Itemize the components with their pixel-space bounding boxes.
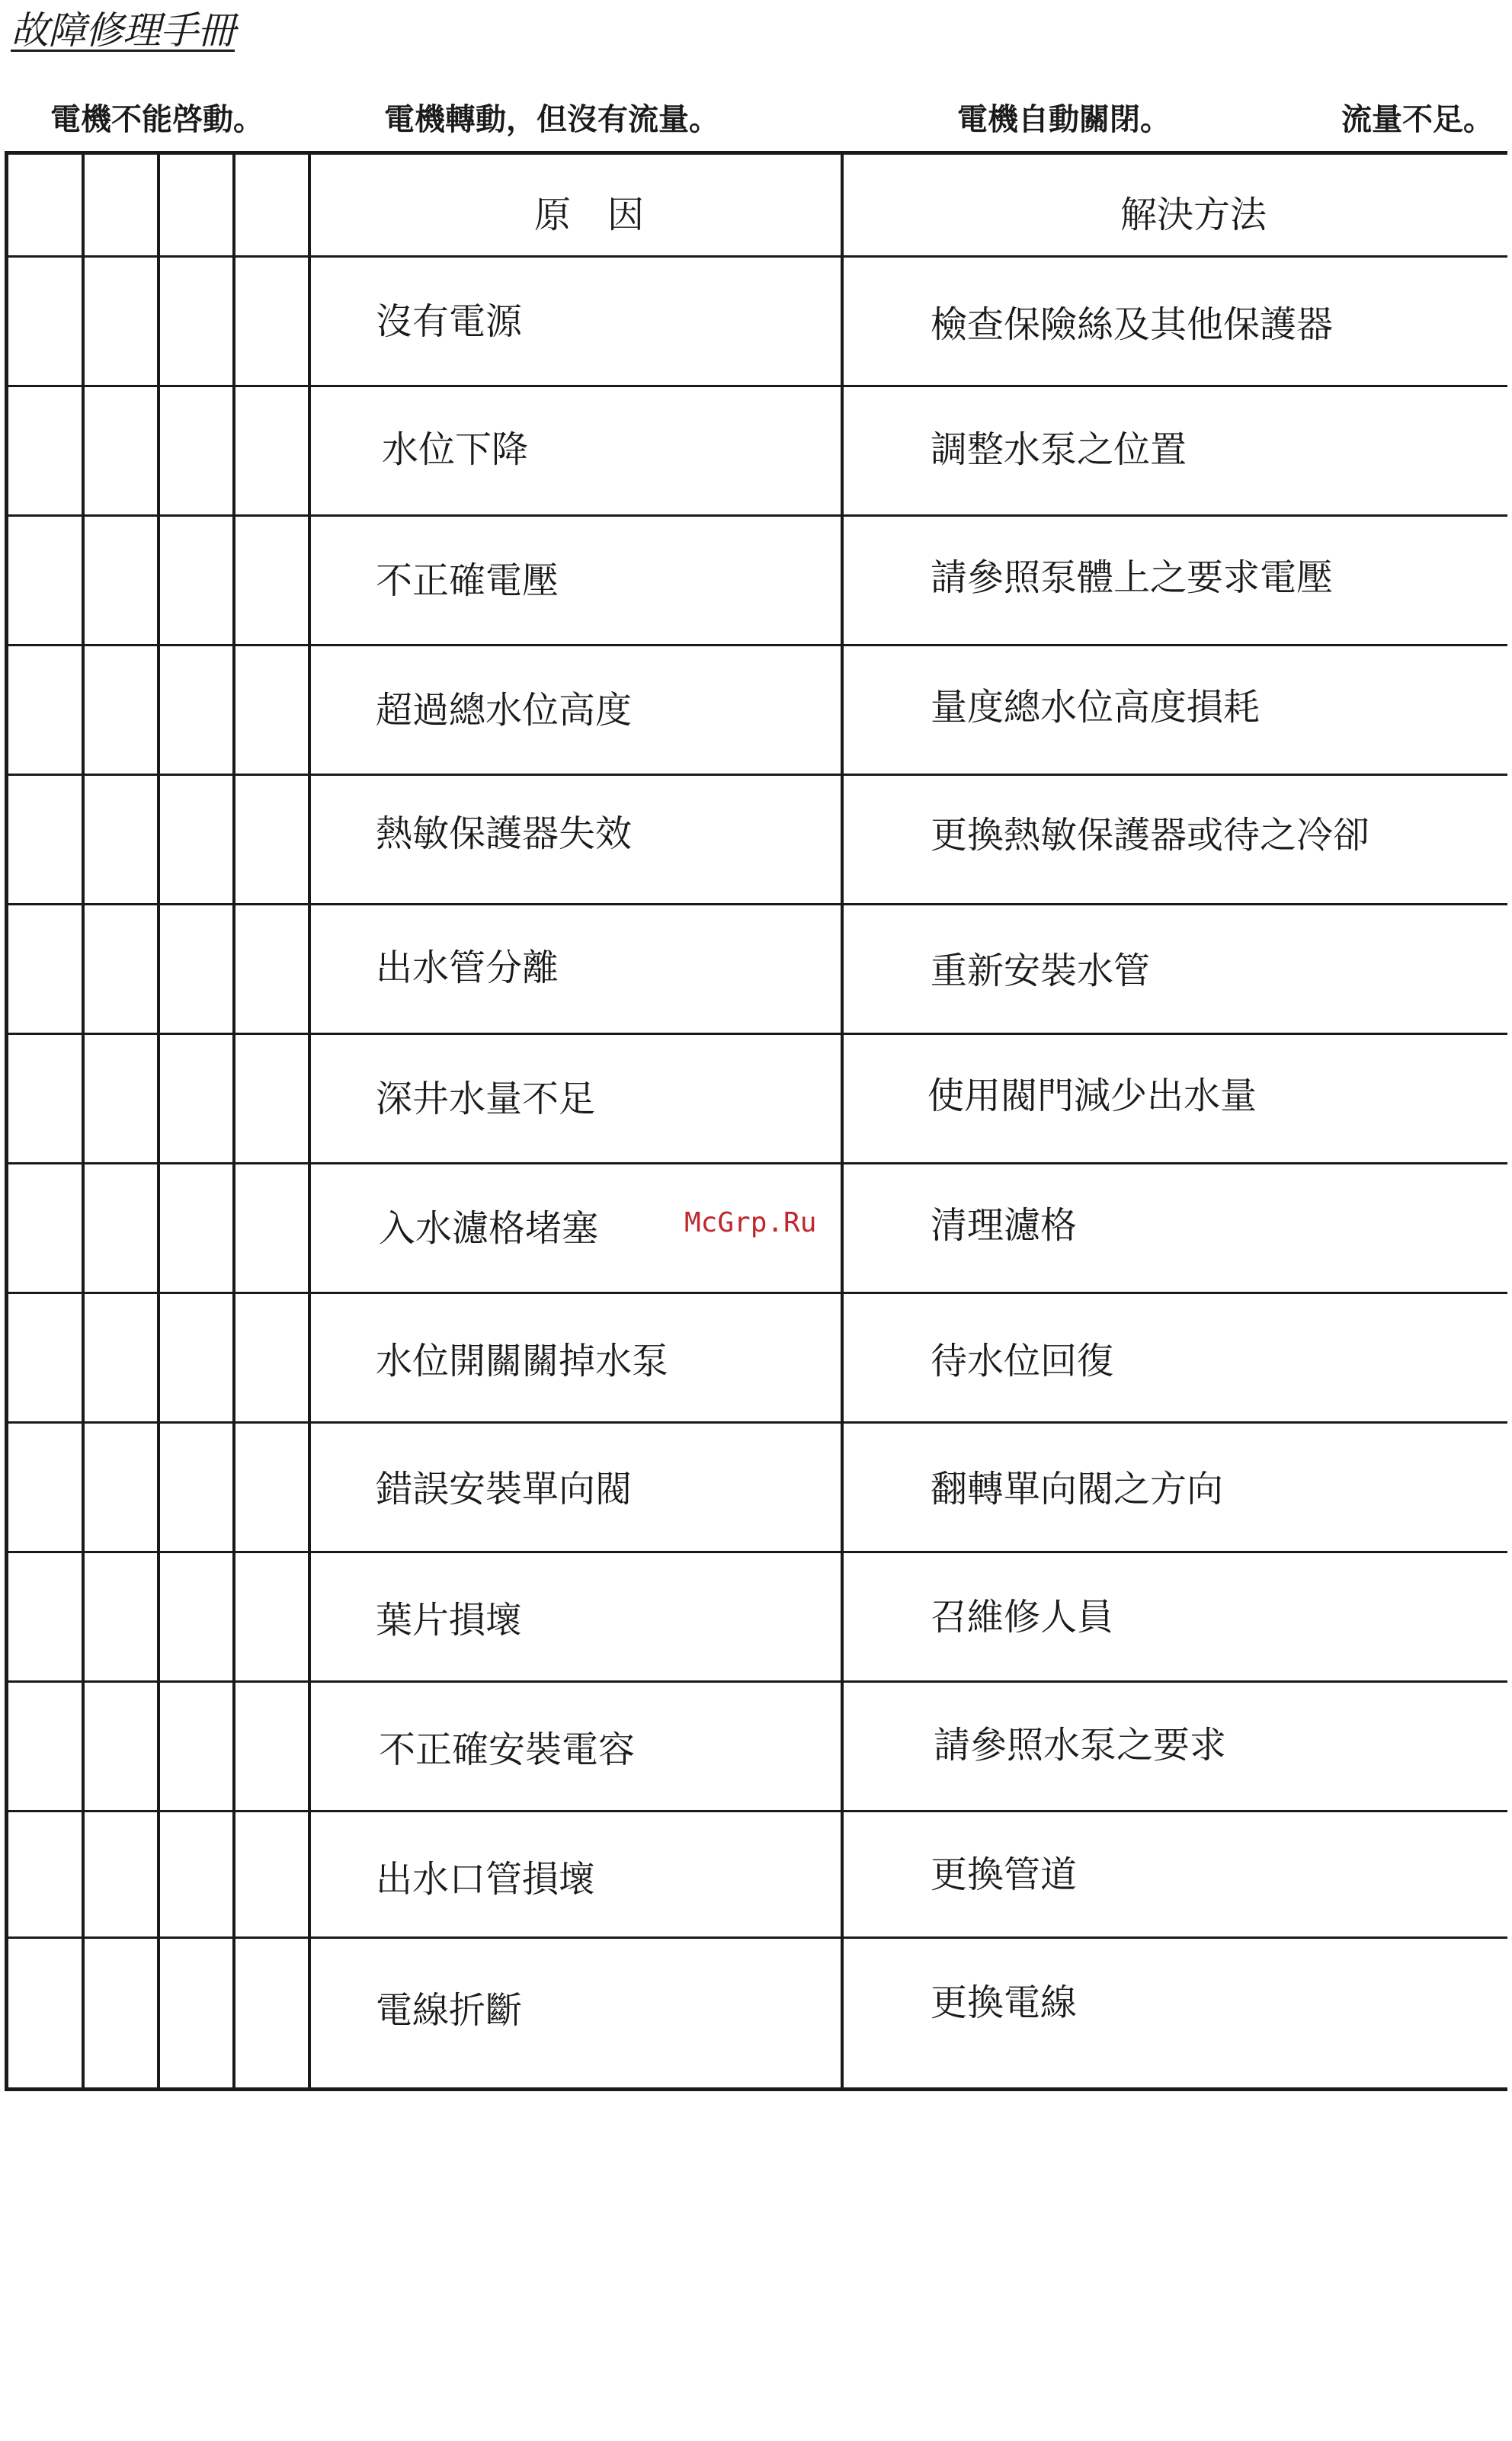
solution-cell: 待水位回復 (931, 1340, 1114, 1382)
solution-cell: 請參照水泵之要求 (934, 1724, 1227, 1767)
solution-cell: 重新安裝水管 (931, 950, 1151, 992)
row-divider (8, 1680, 1507, 1683)
row-divider (8, 774, 1507, 776)
cause-cell: 深井水量不足 (376, 1078, 596, 1120)
row-divider (8, 1292, 1507, 1294)
cause-cell: 電線折斷 (376, 1989, 523, 2032)
cause-cell: 葉片損壞 (376, 1599, 523, 1642)
column-divider (157, 155, 160, 2087)
cause-cell: 入水濾格堵塞 (379, 1207, 599, 1250)
symptom-header-no-flow: 電機轉動，但沒有流量。 (384, 102, 719, 137)
cause-cell: 錯誤安裝單向閥 (376, 1468, 633, 1510)
solution-cell: 更換電線 (931, 1981, 1078, 2024)
column-divider (232, 155, 235, 2087)
row-divider (8, 255, 1507, 258)
cause-cell: 出水管分離 (376, 947, 559, 989)
header-cause: 原 因 (534, 194, 645, 236)
solution-cell: 翻轉單向閥之方向 (931, 1468, 1224, 1510)
header-solution: 解決方法 (1120, 194, 1267, 236)
solution-cell: 清理濾格 (931, 1204, 1078, 1247)
solution-cell: 召維修人員 (931, 1596, 1114, 1639)
column-divider (308, 155, 311, 2087)
row-divider (8, 1033, 1507, 1035)
column-divider (82, 155, 85, 2087)
cause-cell: 出水口管損壞 (376, 1858, 596, 1901)
solution-cell: 更換管道 (931, 1853, 1078, 1896)
row-divider (8, 1810, 1507, 1812)
row-divider (8, 644, 1507, 646)
row-divider (8, 1421, 1507, 1424)
solution-cell: 調整水泵之位置 (931, 428, 1187, 471)
cause-cell: 不正確安裝電容 (379, 1728, 636, 1771)
row-divider (8, 903, 1507, 905)
symptom-header-motor-not-starting: 電機不能啓動。 (50, 102, 264, 137)
symptom-header-low-flow: 流量不足。 (1341, 102, 1494, 137)
solution-cell: 檢查保險絲及其他保護器 (931, 303, 1334, 346)
row-divider (8, 1162, 1507, 1164)
row-divider (8, 1551, 1507, 1553)
symptom-header-motor-stops: 電機自動關閉。 (957, 102, 1171, 137)
page-title: 故障修理手冊 (11, 8, 235, 53)
cause-cell: 沒有電源 (376, 300, 523, 343)
solution-cell: 量度總水位高度損耗 (931, 686, 1261, 729)
troubleshooting-table (5, 151, 1507, 2091)
row-divider (8, 514, 1507, 517)
solution-cell: 更換熱敏保護器或待之冷卻 (931, 814, 1370, 857)
cause-cell: 不正確電壓 (376, 559, 559, 602)
solution-cell: 請參照泵體上之要求電壓 (931, 556, 1334, 599)
cause-cell: 水位開關關掉水泵 (376, 1340, 669, 1382)
row-divider (8, 1936, 1507, 1939)
cause-cell: 熱敏保護器失效 (376, 812, 633, 855)
watermark: McGrp.Ru (684, 1207, 817, 1238)
cause-cell: 水位下降 (382, 428, 529, 471)
cause-cell: 超過總水位高度 (376, 689, 633, 732)
solution-cell: 使用閥門減少出水量 (927, 1075, 1257, 1117)
row-divider (8, 385, 1507, 387)
column-divider (841, 155, 844, 2087)
